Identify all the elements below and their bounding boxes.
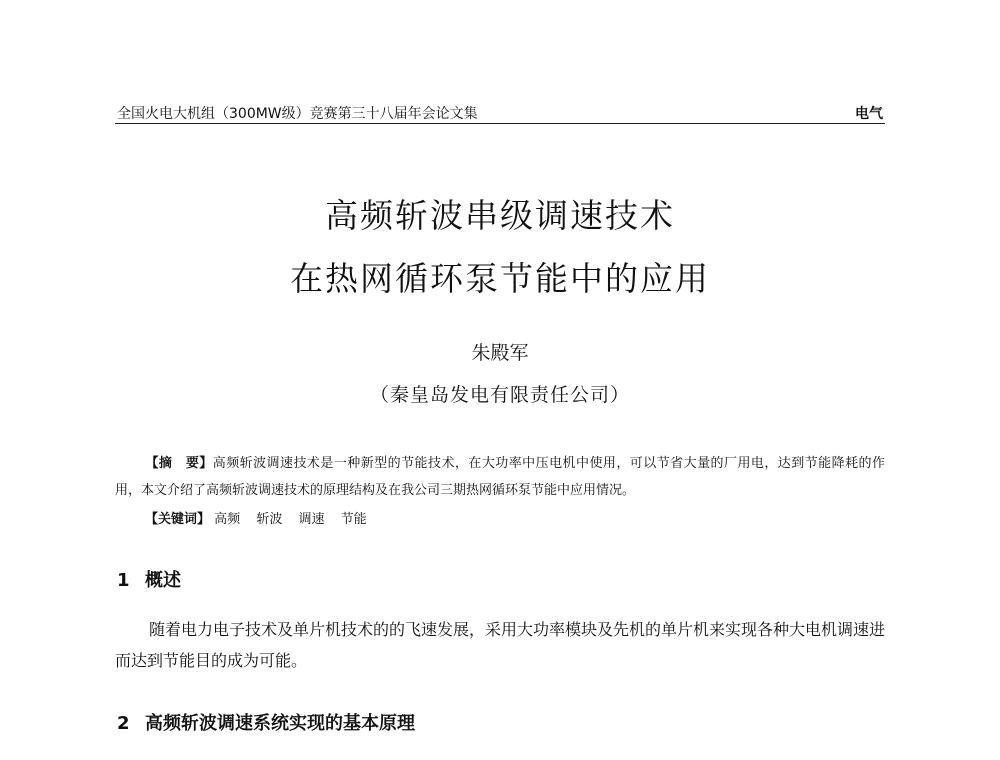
keyword: 调速 bbox=[298, 512, 325, 527]
abstract-text: 高频斩波调速技术是一种新型的节能技术，在大功率中压电机中使用，可以节省大量的厂用电，达到节能降耗的作用，本文介绍了高频斩波调速技术的原理结构及在我公司三期热网循环泵节能中应用情况。 bbox=[115, 456, 885, 498]
header-section-label: 电气 bbox=[855, 106, 883, 122]
header-proceedings-title: 全国火电大机组（300MW级）竞赛第三十八届年会论文集 bbox=[117, 106, 478, 122]
paragraph-text: 随着电力电子技术及单片机技术的的飞速发展，采用大功率模块及先机的单片机来实现各种大电机调速进而达到节能目的成为可能。 bbox=[115, 620, 886, 670]
paper-title-line-2: 在热网循环泵节能中的应用 bbox=[290, 259, 710, 298]
section-number: 2 bbox=[117, 713, 130, 734]
abstract-label: 【摘 要】 bbox=[145, 456, 213, 471]
keywords bbox=[145, 508, 379, 527]
running-header bbox=[115, 101, 885, 124]
keyword: 斩波 bbox=[256, 512, 283, 527]
keyword: 高频 bbox=[214, 512, 241, 527]
abstract bbox=[115, 450, 885, 504]
section-1-paragraph bbox=[115, 614, 885, 676]
section-heading-1 bbox=[117, 566, 181, 592]
keywords-label: 【关键词】 bbox=[145, 512, 211, 527]
keyword: 节能 bbox=[340, 512, 367, 527]
section-heading-2 bbox=[117, 709, 415, 735]
author-name: 朱殿军 bbox=[471, 342, 529, 364]
section-title: 概述 bbox=[145, 570, 181, 591]
section-title: 高频斩波调速系统实现的基本原理 bbox=[145, 713, 415, 734]
paper-title-line-1: 高频斩波串级调速技术 bbox=[325, 196, 675, 235]
section-number: 1 bbox=[117, 570, 130, 591]
author-affiliation: （秦皇岛发电有限责任公司） bbox=[369, 384, 630, 406]
